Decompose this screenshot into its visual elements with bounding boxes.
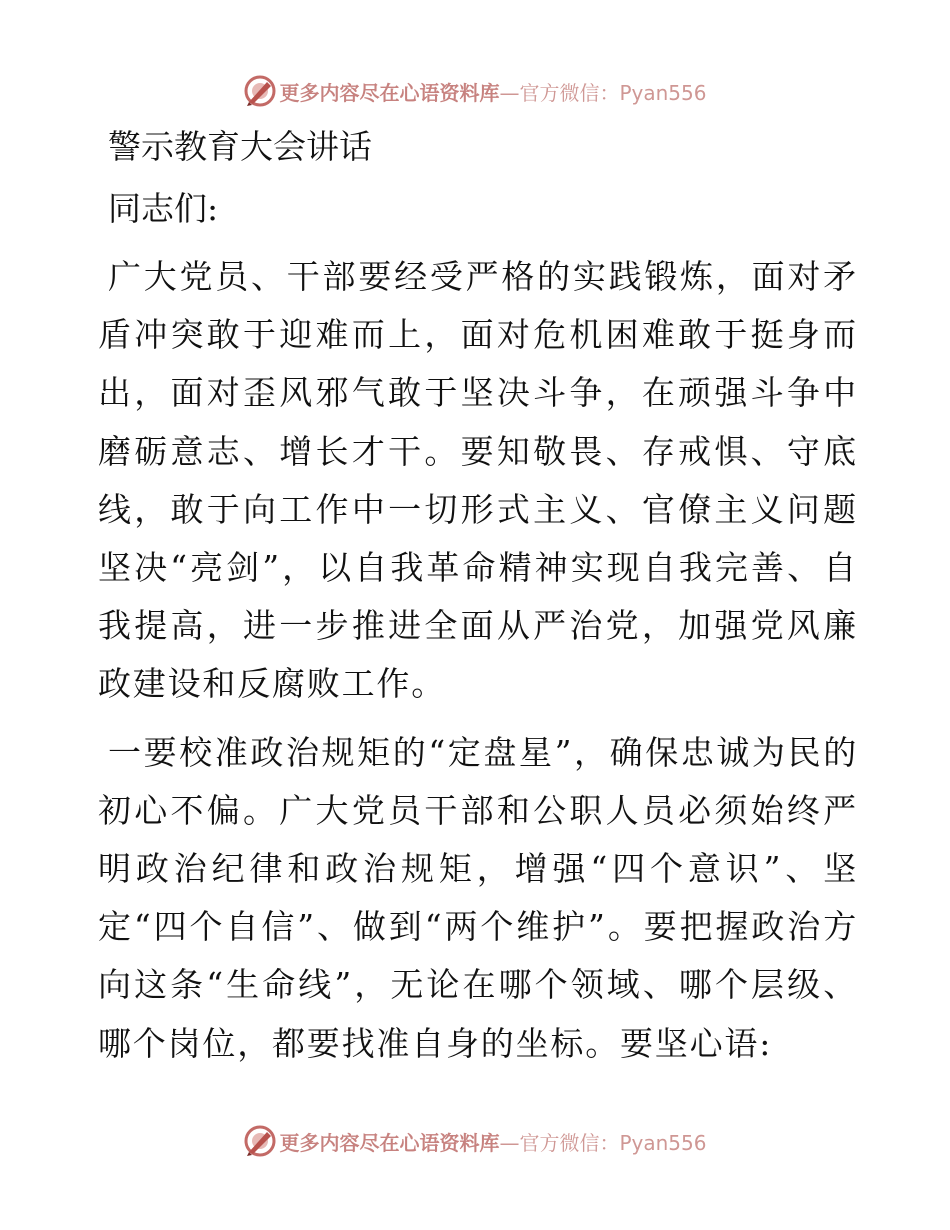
watermark-suffix: —官方微信：Pyan556 [499,80,707,105]
pen-circle-logo-icon [243,1124,277,1158]
page-title: 警示教育大会讲话 [108,127,372,166]
salutation: 同志们: [108,189,219,228]
watermark-text: 更多内容尽在心语资料库 [279,80,500,105]
watermark-footer [0,1121,950,1161]
pen-circle-logo-icon [243,74,277,108]
watermark-header [0,71,950,111]
paragraph-2 [98,724,858,1073]
paragraph-2-text: 一要校准政治规矩的“定盘星”，确保忠诚为民的初心不偏。广大党员干部和公职人员必须始终严明政治纪律和政治规矩，增强“四个意识”、坚定“四个自信”、做到“两个维护”。要把握政治方向这条“生命线”，无论在哪个领域、哪个层级、哪个岗位，都要找准自身的坐标。要坚心语: [98,732,858,1063]
watermark-suffix: —官方微信：Pyan556 [499,1130,707,1155]
paragraph-1-text: 广大党员、干部要经受严格的实践锻炼，面对矛盾冲突敢于迎难而上，面对危机困难敢于挺身而出，面对歪风邪气敢于坚决斗争，在顽强斗争中磨砺意志、增长才干。要知敬畏、存戒惧、守底线，敢于向工作中一切形式主义、官僚主义问题坚决“亮剑”，以自我革命精神实现自我完善、自我提高，进一步推进全面从严治党，加强党风廉政建设和反腐败工作。 [98,257,858,704]
document-body [98,118,858,1083]
paragraph-1 [98,248,858,714]
watermark-text: 更多内容尽在心语资料库 [279,1130,500,1155]
